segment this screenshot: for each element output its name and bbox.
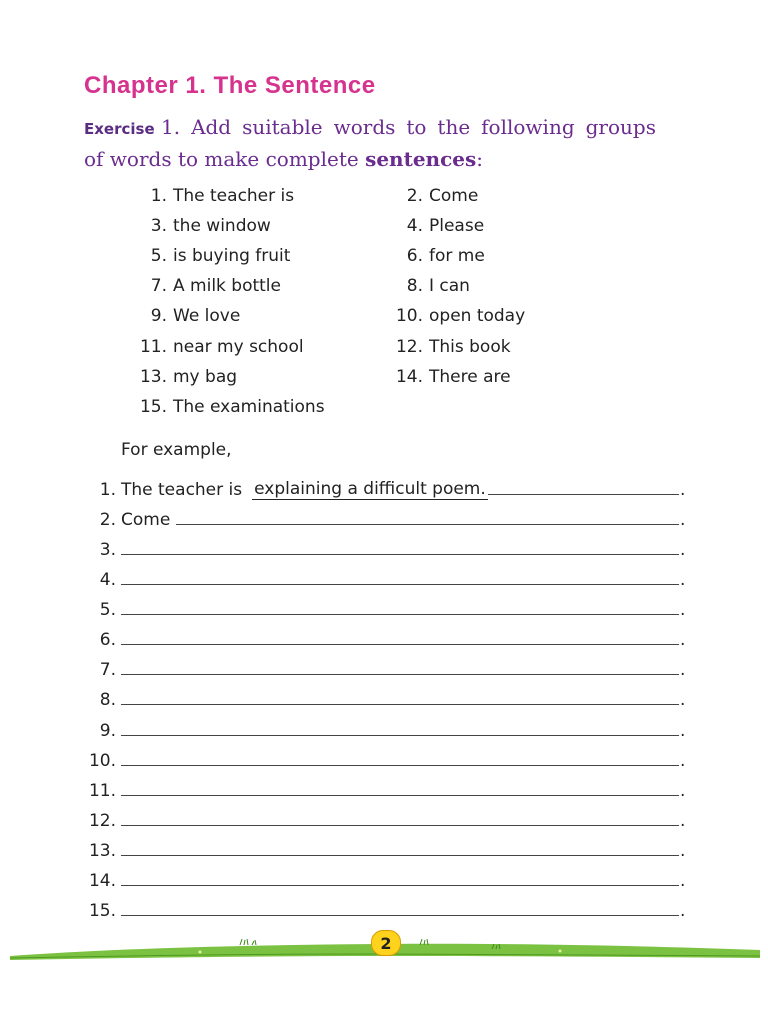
phrase-number: 1.	[150, 186, 167, 206]
phrase-number: 11.	[139, 336, 167, 357]
answer-number: 14.	[88, 870, 116, 891]
phrase-text: This book	[429, 336, 511, 357]
instruction-colon: :	[476, 147, 484, 171]
phrase-item	[383, 301, 525, 331]
phrase-text: The teacher is	[173, 186, 295, 206]
phrase-item	[127, 332, 304, 362]
chapter-title: Chapter 1. The Sentence	[84, 72, 376, 99]
instruction-word: suitable	[242, 115, 323, 139]
phrase-item	[127, 362, 237, 392]
answer-blank-line[interactable]	[121, 703, 679, 705]
answer-number: 2.	[99, 510, 116, 531]
phrase-number: 8.	[406, 276, 423, 297]
phrase-text: near my school	[173, 336, 304, 357]
phrase-item	[127, 271, 281, 301]
answer-period: .	[680, 510, 686, 531]
answer-number: 3.	[99, 540, 116, 561]
answer-number: 13.	[88, 840, 116, 861]
example-intro: For example,	[121, 440, 232, 460]
answer-period: .	[680, 690, 686, 711]
answer-blank-line[interactable]	[121, 583, 679, 585]
answer-row	[80, 831, 688, 861]
answer-blank-line[interactable]	[121, 884, 679, 886]
answer-number: 9.	[99, 720, 116, 741]
answer-period: .	[680, 660, 686, 681]
instruction-line-2	[84, 144, 656, 174]
instruction-word: to	[406, 115, 427, 139]
phrase-text: is buying fruit	[173, 246, 291, 267]
instruction-word: Add	[191, 115, 232, 139]
phrase-item	[383, 332, 511, 362]
phrase-number: 4.	[406, 216, 423, 237]
answer-row	[80, 650, 688, 680]
phrase-number: 2.	[406, 186, 423, 206]
exercise-label: Exercise	[84, 120, 155, 138]
phrase-number: 3.	[150, 216, 167, 237]
answer-row	[80, 620, 688, 650]
phrase-number: 10.	[395, 306, 423, 327]
answer-blank-line[interactable]	[121, 643, 679, 645]
answer-number: 4.	[99, 570, 116, 591]
exercise-heading	[84, 112, 180, 144]
answer-number: 1.	[99, 480, 116, 500]
answer-row	[80, 771, 688, 801]
instruction-word: groups	[585, 115, 656, 139]
answer-blank-line[interactable]	[121, 914, 679, 916]
answer-number: 7.	[99, 660, 116, 681]
answer-number: 11.	[88, 780, 116, 801]
answer-row	[80, 711, 688, 741]
answer-blank-line[interactable]	[121, 553, 679, 555]
instruction-word: words	[333, 115, 396, 139]
answer-prefix: The teacher is	[121, 480, 243, 500]
answer-number: 6.	[99, 630, 116, 651]
phrase-text: Come	[429, 186, 479, 206]
phrase-number: 15.	[139, 396, 167, 417]
phrase-item	[127, 392, 325, 422]
answer-period: .	[680, 900, 686, 921]
phrase-number: 12.	[395, 336, 423, 357]
answer-number: 5.	[99, 600, 116, 621]
phrase-number: 9.	[150, 306, 167, 327]
answer-row	[80, 500, 688, 530]
phrase-text: We love	[173, 306, 241, 327]
instruction-line-1	[84, 112, 656, 144]
answer-row	[80, 470, 688, 500]
flower-dot	[559, 950, 562, 953]
phrase-item	[383, 181, 478, 211]
phrase-item	[127, 211, 271, 241]
answer-blank-line[interactable]	[121, 734, 679, 736]
exercise-number: 1.	[161, 115, 181, 139]
phrase-text: The examinations	[173, 396, 325, 417]
answer-blank-line[interactable]	[121, 824, 679, 826]
answer-blank-line[interactable]	[121, 764, 679, 766]
answer-period: .	[680, 570, 686, 591]
phrase-item	[383, 211, 484, 241]
answer-period: .	[680, 480, 686, 500]
phrase-item	[383, 362, 511, 392]
answer-row	[80, 680, 688, 710]
answer-period: .	[680, 840, 686, 861]
answer-blank-line[interactable]	[121, 854, 679, 856]
sample-answer: explaining a difficult poem.	[254, 479, 486, 499]
answer-blank-line[interactable]	[176, 523, 679, 525]
answer-row	[80, 801, 688, 831]
answer-row	[80, 861, 688, 891]
answer-period: .	[680, 750, 686, 771]
phrase-item	[383, 271, 470, 301]
answer-row	[80, 590, 688, 620]
answer-blank-line[interactable]	[488, 493, 679, 495]
phrase-number: 14.	[395, 366, 423, 387]
answer-number: 12.	[88, 810, 116, 831]
phrase-number: 7.	[150, 276, 167, 297]
instruction-text: of words to make complete	[84, 147, 359, 171]
grass-tuft-icon	[240, 939, 256, 945]
phrase-text: open today	[429, 306, 526, 327]
answer-period: .	[680, 540, 686, 561]
answer-number: 15.	[88, 900, 116, 921]
page-number-badge: 2	[371, 930, 401, 956]
phrase-number: 6.	[406, 246, 423, 267]
phrase-number: 5.	[150, 246, 167, 267]
answer-period: .	[680, 780, 686, 801]
phrase-text: Please	[429, 216, 485, 237]
phrase-item	[127, 301, 240, 331]
answer-number: 10.	[88, 750, 116, 771]
answer-row	[80, 891, 688, 921]
answer-period: .	[680, 630, 686, 651]
phrase-text: my bag	[173, 366, 238, 387]
phrase-text: A milk bottle	[173, 276, 281, 297]
exercise-instruction	[84, 112, 656, 174]
answer-period: .	[680, 810, 686, 831]
phrase-text: the window	[173, 216, 271, 237]
phrase-text: for me	[429, 246, 485, 267]
answer-prefix: Come	[121, 510, 171, 531]
answer-blank-line[interactable]	[121, 613, 679, 615]
phrase-number: 13.	[139, 366, 167, 387]
answer-blank-line[interactable]	[121, 673, 679, 675]
answer-row	[80, 741, 688, 771]
answer-period: .	[680, 720, 686, 741]
phrase-item	[383, 241, 485, 271]
phrase-text: There are	[429, 366, 511, 387]
answer-period: .	[680, 600, 686, 621]
phrase-item	[127, 181, 294, 211]
instruction-keyword: sentences	[365, 147, 477, 171]
flower-dot	[199, 951, 202, 954]
answer-blank-line[interactable]	[121, 794, 679, 796]
answer-row	[80, 530, 688, 560]
answer-row	[80, 560, 688, 590]
answer-period: .	[680, 870, 686, 891]
phrase-text: I can	[429, 276, 470, 297]
instruction-word: the	[437, 115, 471, 139]
phrase-item	[127, 241, 290, 271]
instruction-word: following	[481, 115, 575, 139]
answer-number: 8.	[99, 690, 116, 711]
